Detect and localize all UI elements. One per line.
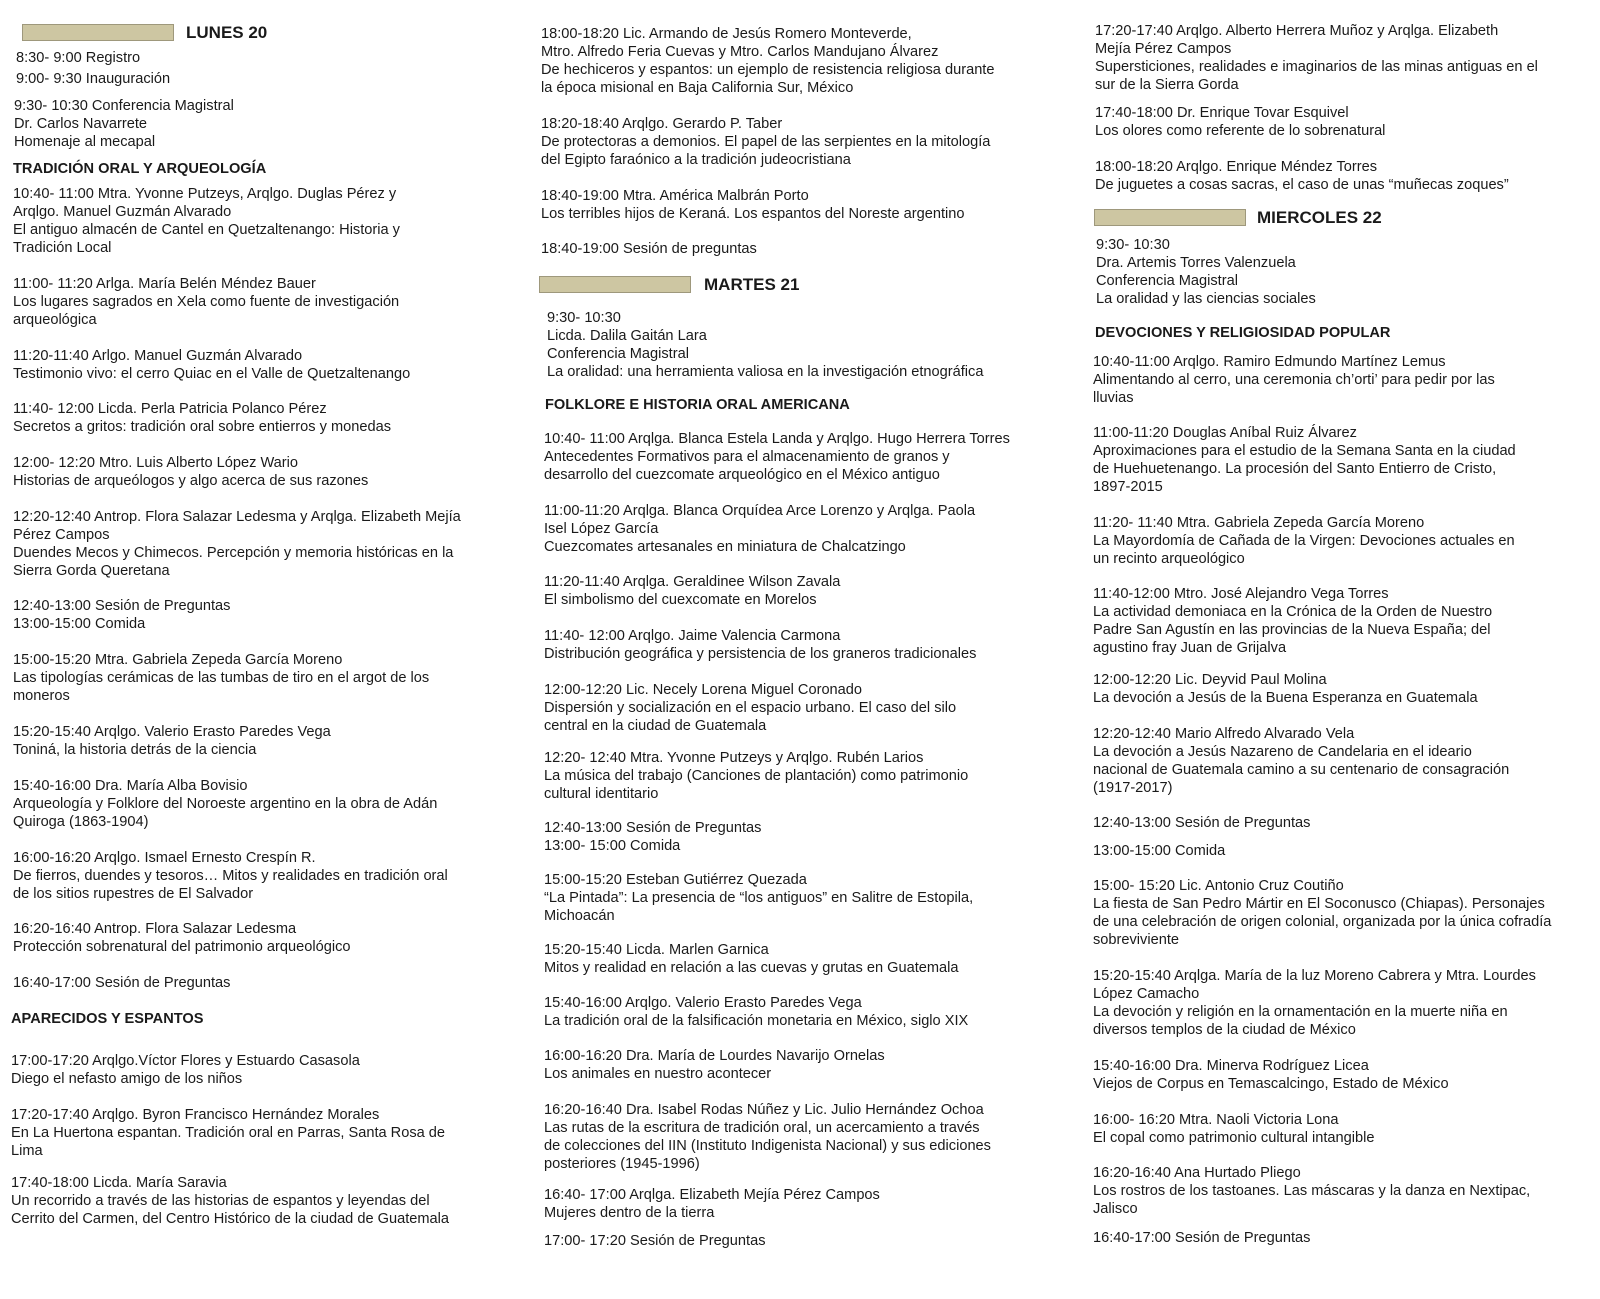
program-line: Tradición Local — [13, 240, 112, 256]
program-line: 12:00-12:20 Lic. Deyvid Paul Molina — [1093, 672, 1327, 688]
program-line: Secretos a gritos: tradición oral sobre entierros y monedas — [13, 419, 391, 435]
program-line: Cuezcomates artesanales en miniatura de Chalcatzingo — [544, 539, 906, 555]
program-line: 12:00-12:20 Lic. Necely Lorena Miguel Coronado — [544, 682, 863, 698]
program-line: Quiroga (1863-1904) — [13, 814, 149, 830]
program-line: arqueológica — [13, 312, 97, 328]
program-line: El antiguo almacén de Cantel en Quetzaltenango: Historia y — [13, 222, 400, 238]
program-line: sobreviviente — [1093, 932, 1179, 948]
program-line: 18:20-18:40 Arqlgo. Gerardo P. Taber — [541, 116, 783, 132]
program-line: Un recorrido a través de las historias de espantos y leyendas del — [11, 1193, 430, 1209]
program-line: Los olores como referente de lo sobrenatural — [1095, 123, 1386, 139]
program-line: La devoción y religión en la ornamentación en la muerte niña en — [1093, 1004, 1508, 1020]
program-line: La devoción a Jesús de la Buena Esperanza en Guatemala — [1093, 690, 1478, 706]
program-line: nacional de Guatemala camino a su centenario de consagración — [1093, 762, 1510, 778]
program-line: La música del trabajo (Canciones de plantación) como patrimonio — [544, 768, 969, 784]
program-line: 16:00- 16:20 Mtra. Naoli Victoria Lona — [1093, 1112, 1339, 1128]
program-line: 18:40-19:00 Mtra. América Malbrán Porto — [541, 188, 809, 204]
program-line: Antecedentes Formativos para el almacenamiento de granos y — [544, 449, 950, 465]
program-line: desarrollo del cuezcomate arqueológico en el México antiguo — [544, 467, 940, 483]
program-line: 10:40-11:00 Arqlgo. Ramiro Edmundo Martínez Lemus — [1093, 354, 1446, 370]
program-line: Historias de arqueólogos y algo acerca de sus razones — [13, 473, 369, 489]
program-line: 11:20- 11:40 Mtra. Gabriela Zepeda García Moreno — [1093, 515, 1425, 531]
program-line: 11:40-12:00 Mtro. José Alejandro Vega Torres — [1093, 586, 1389, 602]
program-line: López Camacho — [1093, 986, 1200, 1002]
program-line: 13:00-15:00 Comida — [1093, 843, 1226, 859]
program-line: Conferencia Magistral — [547, 346, 689, 362]
program-line: Las rutas de la escritura de tradición oral, un acercamiento a través — [544, 1120, 980, 1136]
program-line: Toniná, la historia detrás de la ciencia — [13, 742, 257, 758]
program-line: Los terribles hijos de Keraná. Los espantos del Noreste argentino — [541, 206, 965, 222]
program-line: diversos templos de la ciudad de México — [1093, 1022, 1356, 1038]
program-line: 18:40-19:00 Sesión de preguntas — [541, 241, 757, 257]
program-line: 16:00-16:20 Arqlgo. Ismael Ernesto Crespín R. — [13, 850, 316, 866]
program-line: Duendes Mecos y Chimecos. Percepción y memoria históricas en la — [13, 545, 454, 561]
program-line: Viejos de Corpus en Temascalcingo, Estado de México — [1093, 1076, 1449, 1092]
program-line: 10:40- 11:00 Mtra. Yvonne Putzeys, Arqlgo. Duglas Pérez y — [13, 186, 397, 202]
program-line: sur de la Sierra Gorda — [1095, 77, 1239, 93]
program-line: cultural identitario — [544, 786, 659, 802]
program-line: 13:00- 15:00 Comida — [544, 838, 681, 854]
program-line: 11:00-11:20 Arqlga. Blanca Orquídea Arce Lorenzo y Arqlga. Paola — [544, 503, 976, 519]
program-line: De hechiceros y espantos: un ejemplo de resistencia religiosa durante — [541, 62, 995, 78]
program-line: Los animales en nuestro acontecer — [544, 1066, 772, 1082]
program-line: 12:40-13:00 Sesión de Preguntas — [544, 820, 762, 836]
program-line: 16:20-16:40 Ana Hurtado Pliego — [1093, 1165, 1301, 1181]
program-line: Licda. Dalila Gaitán Lara — [547, 328, 707, 344]
program-line: Homenaje al mecapal — [14, 134, 156, 150]
program-line: 15:40-16:00 Arqlgo. Valerio Erasto Paredes Vega — [544, 995, 862, 1011]
program-line: Diego el nefasto amigo de los niños — [11, 1071, 243, 1087]
program-line: 15:20-15:40 Arqlgo. Valerio Erasto Paredes Vega — [13, 724, 331, 740]
program-line: de colecciones del IIN (Instituto Indigenista Nacional) y sus ediciones — [544, 1138, 991, 1154]
day-header-tuesday — [539, 275, 839, 295]
section-heading: FOLKLORE E HISTORIA ORAL AMERICANA — [545, 397, 850, 413]
day-header-label: MARTES 21 — [704, 275, 800, 294]
program-line: un recinto arqueológico — [1093, 551, 1245, 567]
program-line: 12:00- 12:20 Mtro. Luis Alberto López Wario — [13, 455, 299, 471]
program-line: Las tipologías cerámicas de las tumbas de tiro en el argot de los — [13, 670, 430, 686]
program-line: De protectoras a demonios. El papel de las serpientes en la mitología — [541, 134, 991, 150]
program-line: Isel López García — [544, 521, 659, 537]
section-heading: APARECIDOS Y ESPANTOS — [11, 1011, 204, 1027]
program-line: 9:30- 10:30 — [1096, 237, 1170, 253]
program-line: lluvias — [1093, 390, 1134, 406]
section-heading: DEVOCIONES Y RELIGIOSIDAD POPULAR — [1095, 325, 1391, 341]
program-line: 12:40-13:00 Sesión de Preguntas — [13, 598, 231, 614]
program-line: 16:40-17:00 Sesión de Preguntas — [1093, 1230, 1311, 1246]
program-line: del Egipto faraónico a la tradición judeocristiana — [541, 152, 851, 168]
program-line: 16:20-16:40 Dra. Isabel Rodas Núñez y Lic. Julio Hernández Ochoa — [544, 1102, 984, 1118]
program-line: Mejía Pérez Campos — [1095, 41, 1232, 57]
program-line: Los lugares sagrados en Xela como fuente de investigación — [13, 294, 400, 310]
program-line: 8:30- 9:00 Registro — [16, 50, 141, 66]
program-line: Mujeres dentro de la tierra — [544, 1205, 715, 1221]
program-line: 10:40- 11:00 Arqlga. Blanca Estela Landa y Arqlgo. Hugo Herrera Torres — [544, 431, 1010, 447]
program-line: Dra. Artemis Torres Valenzuela — [1096, 255, 1296, 271]
program-line: de Huehuetenango. La procesión del Santo Entierro de Cristo, — [1093, 461, 1497, 477]
program-line: 1897-2015 — [1093, 479, 1163, 495]
program-line: 9:30- 10:30 Conferencia Magistral — [14, 98, 234, 114]
program-line: Mtro. Alfredo Feria Cuevas y Mtro. Carlos Mandujano Álvarez — [541, 44, 939, 60]
program-line: 17:20-17:40 Arqlgo. Byron Francisco Hernández Morales — [11, 1107, 380, 1123]
program-line: 13:00-15:00 Comida — [13, 616, 146, 632]
program-line: 16:00-16:20 Dra. María de Lourdes Navarijo Ornelas — [544, 1048, 885, 1064]
program-line: La oralidad: una herramienta valiosa en la investigación etnográfica — [547, 364, 984, 380]
program-line: moneros — [13, 688, 70, 704]
day-header-bar — [539, 276, 691, 293]
program-line: Padre San Agustín en las provincias de la Nueva España; del — [1093, 622, 1491, 638]
program-line: 9:00- 9:30 Inauguración — [16, 71, 171, 87]
program-line: La fiesta de San Pedro Mártir en El Soconusco (Chiapas). Personajes — [1093, 896, 1545, 912]
program-line: 17:00- 17:20 Sesión de Preguntas — [544, 1233, 766, 1249]
program-line: De fierros, duendes y tesoros… Mitos y realidades en tradición oral — [13, 868, 448, 884]
program-line: Arqueología y Folklore del Noroeste argentino en la obra de Adán — [13, 796, 438, 812]
program-line: 17:40-18:00 Licda. María Saravia — [11, 1175, 227, 1191]
program-line: 11:20-11:40 Arqlga. Geraldinee Wilson Zavala — [544, 574, 841, 590]
program-line: La actividad demoniaca en la Crónica de la Orden de Nuestro — [1093, 604, 1493, 620]
program-line: la época misional en Baja California Sur, México — [541, 80, 854, 96]
program-line: 17:00-17:20 Arqlgo.Víctor Flores y Estuardo Casasola — [11, 1053, 360, 1069]
program-line: Supersticiones, realidades e imaginarios de las minas antiguas en el — [1095, 59, 1538, 75]
program-line: 15:40-16:00 Dra. Minerva Rodríguez Licea — [1093, 1058, 1369, 1074]
program-line: 15:00- 15:20 Lic. Antonio Cruz Coutiño — [1093, 878, 1344, 894]
program-line: Arqlgo. Manuel Guzmán Alvarado — [13, 204, 232, 220]
program-line: Sierra Gorda Queretana — [13, 563, 170, 579]
program-line: (1917-2017) — [1093, 780, 1173, 796]
program-line: Pérez Campos — [13, 527, 110, 543]
program-line: 15:20-15:40 Licda. Marlen Garnica — [544, 942, 769, 958]
program-line: 15:40-16:00 Dra. María Alba Bovisio — [13, 778, 248, 794]
program-line: Cerrito del Carmen, del Centro Histórico de la ciudad de Guatemala — [11, 1211, 450, 1227]
program-line: 9:30- 10:30 — [547, 310, 621, 326]
program-line: 18:00-18:20 Arqlgo. Enrique Méndez Torres — [1095, 159, 1378, 175]
program-line: 11:20-11:40 Arlgo. Manuel Guzmán Alvarado — [13, 348, 303, 364]
program-line: Dr. Carlos Navarrete — [14, 116, 148, 132]
program-line: Lima — [11, 1143, 43, 1159]
program-line: 12:20-12:40 Mario Alfredo Alvarado Vela — [1093, 726, 1355, 742]
program-line: posteriores (1945-1996) — [544, 1156, 700, 1172]
program-line: Conferencia Magistral — [1096, 273, 1238, 289]
program-line: agustino fray Juan de Grijalva — [1093, 640, 1287, 656]
program-line: 12:40-13:00 Sesión de Preguntas — [1093, 815, 1311, 831]
program-line: Testimonio vivo: el cerro Quiac en el Valle de Quetzaltenango — [13, 366, 411, 382]
day-header-monday — [22, 23, 322, 43]
program-line: 11:40- 12:00 Licda. Perla Patricia Polanco Pérez — [13, 401, 327, 417]
program-line: La Mayordomía de Cañada de la Virgen: Devociones actuales en — [1093, 533, 1515, 549]
program-line: 12:20-12:40 Antrop. Flora Salazar Ledesma y Arqlga. Elizabeth Mejía — [13, 509, 461, 525]
program-line: De juguetes a cosas sacras, el caso de unas “muñecas zoques” — [1095, 177, 1509, 193]
program-line: 18:00-18:20 Lic. Armando de Jesús Romero Monteverde, — [541, 26, 912, 42]
program-line: 11:00- 11:20 Arlga. María Belén Méndez Bauer — [13, 276, 316, 292]
program-line: Distribución geográfica y persistencia de los graneros tradicionales — [544, 646, 977, 662]
day-header-bar — [1094, 209, 1246, 226]
day-header-bar — [22, 24, 174, 41]
program-line: 11:00-11:20 Douglas Aníbal Ruiz Álvarez — [1093, 425, 1357, 441]
program-line: 15:00-15:20 Esteban Gutiérrez Quezada — [544, 872, 807, 888]
program-line: 15:00-15:20 Mtra. Gabriela Zepeda García Moreno — [13, 652, 343, 668]
program-line: Jalisco — [1093, 1201, 1138, 1217]
program-line: Alimentando al cerro, una ceremonia ch’orti’ para pedir por las — [1093, 372, 1495, 388]
program-line: El simbolismo del cuexcomate en Morelos — [544, 592, 817, 608]
program-line: “La Pintada”: La presencia de “los antiguos” en Salitre de Estopila, — [544, 890, 974, 906]
program-line: 16:40-17:00 Sesión de Preguntas — [13, 975, 231, 991]
program-line: Protección sobrenatural del patrimonio arqueológico — [13, 939, 351, 955]
day-header-wednesday — [1094, 208, 1414, 228]
program-line: La devoción a Jesús Nazareno de Candelaria en el ideario — [1093, 744, 1472, 760]
day-header-label: LUNES 20 — [186, 23, 268, 42]
program-line: de una celebración de origen colonial, organizada por la única cofradía — [1093, 914, 1552, 930]
program-line: La tradición oral de la falsificación monetaria en México, siglo XIX — [544, 1013, 969, 1029]
day-header-label: MIERCOLES 22 — [1257, 208, 1382, 227]
program-line: Mitos y realidad en relación a las cuevas y grutas en Guatemala — [544, 960, 959, 976]
program-line: Aproximaciones para el estudio de la Semana Santa en la ciudad — [1093, 443, 1516, 459]
program-line: Dispersión y socialización en el espacio urbano. El caso del silo — [544, 700, 957, 716]
program-line: central en la ciudad de Guatemala — [544, 718, 767, 734]
program-line: 12:20- 12:40 Mtra. Yvonne Putzeys y Arqlgo. Rubén Larios — [544, 750, 924, 766]
program-line: En La Huertona espantan. Tradición oral en Parras, Santa Rosa de — [11, 1125, 446, 1141]
program-line: 11:40- 12:00 Arqlgo. Jaime Valencia Carmona — [544, 628, 841, 644]
program-line: 16:40- 17:00 Arqlga. Elizabeth Mejía Pérez Campos — [544, 1187, 880, 1203]
program-line: Los rostros de los tastoanes. Las máscaras y la danza en Nextipac, — [1093, 1183, 1531, 1199]
program-line: de los sitios rupestres de El Salvador — [13, 886, 254, 902]
program-line: La oralidad y las ciencias sociales — [1096, 291, 1316, 307]
program-line: Michoacán — [544, 908, 615, 924]
program-line: El copal como patrimonio cultural intangible — [1093, 1130, 1375, 1146]
section-heading: TRADICIÓN ORAL Y ARQUEOLOGÍA — [13, 161, 267, 177]
program-line: 17:40-18:00 Dr. Enrique Tovar Esquivel — [1095, 105, 1349, 121]
program-line: 16:20-16:40 Antrop. Flora Salazar Ledesma — [13, 921, 297, 937]
program-line: 17:20-17:40 Arqlgo. Alberto Herrera Muñoz y Arqlga. Elizabeth — [1095, 23, 1499, 39]
program-line: 15:20-15:40 Arqlga. María de la luz Moreno Cabrera y Mtra. Lourdes — [1093, 968, 1536, 984]
